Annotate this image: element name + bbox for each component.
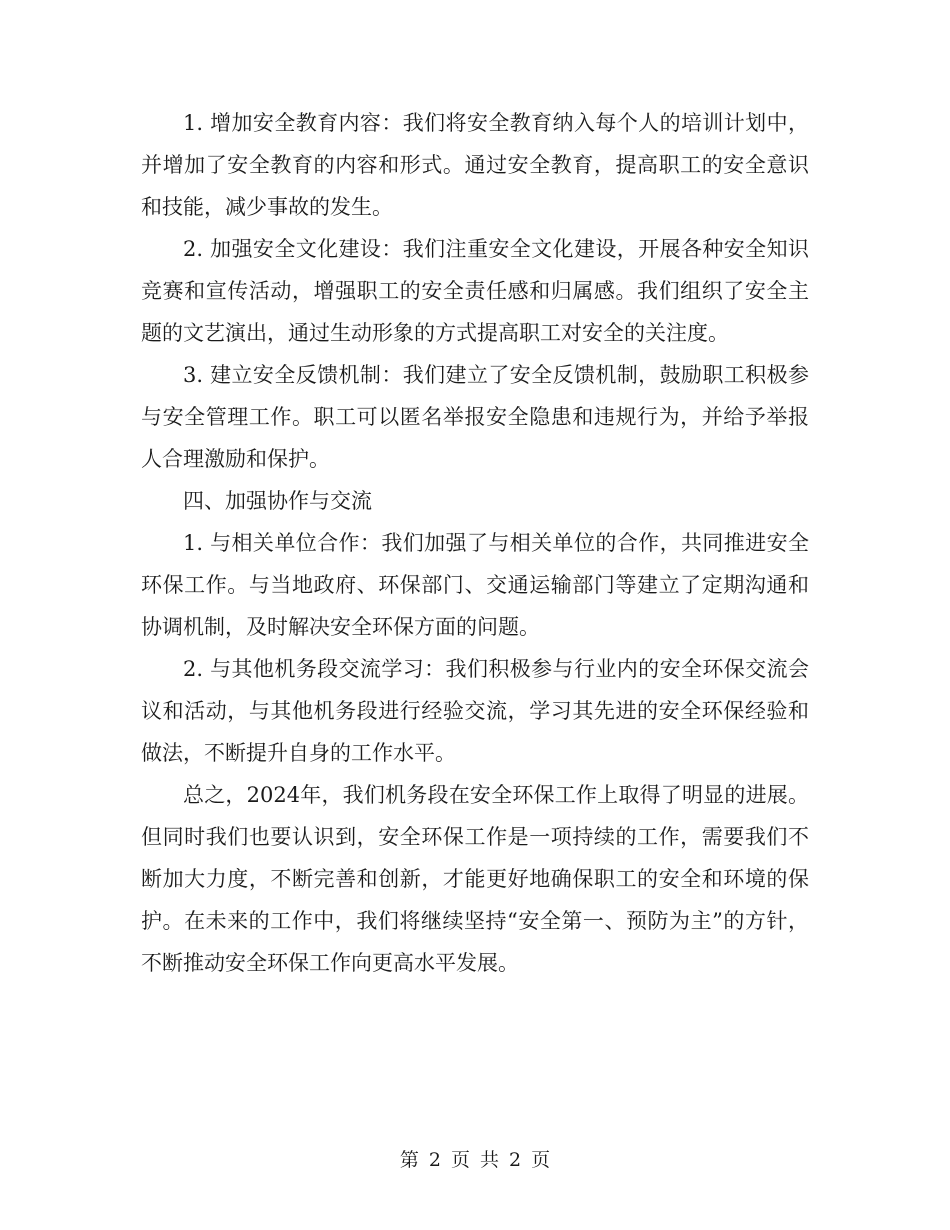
paragraph-safety-feedback: 3. 建立安全反馈机制：我们建立了安全反馈机制，鼓励职工积极参与安全管理工作。职工可以匿名举报安全隐患和违规行为，并给予举报人合理激励和保护。 [141,363,809,471]
paragraph-conclusion: 总之，2024年，我们机务段在安全环保工作上取得了明显的进展。但同时我们也要认识到，安全环保工作是一项持续的工作，需要我们不断加大力度，不断完善和创新，才能更好地确保职工的安全和环境的保护。在未来的工作中，我们将继续坚持“安全第一、预防为主”的方针，不断推动安全环保工作向更高水平发展。 [141,783,809,975]
page-number-footer: 第 2 页 共 2 页 [399,1149,551,1171]
paragraph-safety-culture: 2. 加强安全文化建设：我们注重安全文化建设，开展各种安全知识竞赛和宣传活动，增强职工的安全责任感和归属感。我们组织了安全主题的文艺演出，通过生动形象的方式提高职工对安全的关注度。 [141,237,809,345]
paragraph-safety-education: 1. 增加安全教育内容：我们将安全教育纳入每个人的培训计划中，并增加了安全教育的内容和形式。通过安全教育，提高职工的安全意识和技能，减少事故的发生。 [141,111,809,219]
paragraph-unit-cooperation: 1. 与相关单位合作：我们加强了与相关单位的合作，共同推进安全环保工作。与当地政府、环保部门、交通运输部门等建立了定期沟通和协调机制，及时解决安全环保方面的问题。 [141,531,809,639]
document-body [141,102,809,984]
section-heading-cooperation: 四、加强协作与交流 [183,489,372,513]
paragraph-exchange-learning: 2. 与其他机务段交流学习：我们积极参与行业内的安全环保交流会议和活动，与其他机务段进行经验交流，学习其先进的安全环保经验和做法，不断提升自身的工作水平。 [141,657,809,765]
